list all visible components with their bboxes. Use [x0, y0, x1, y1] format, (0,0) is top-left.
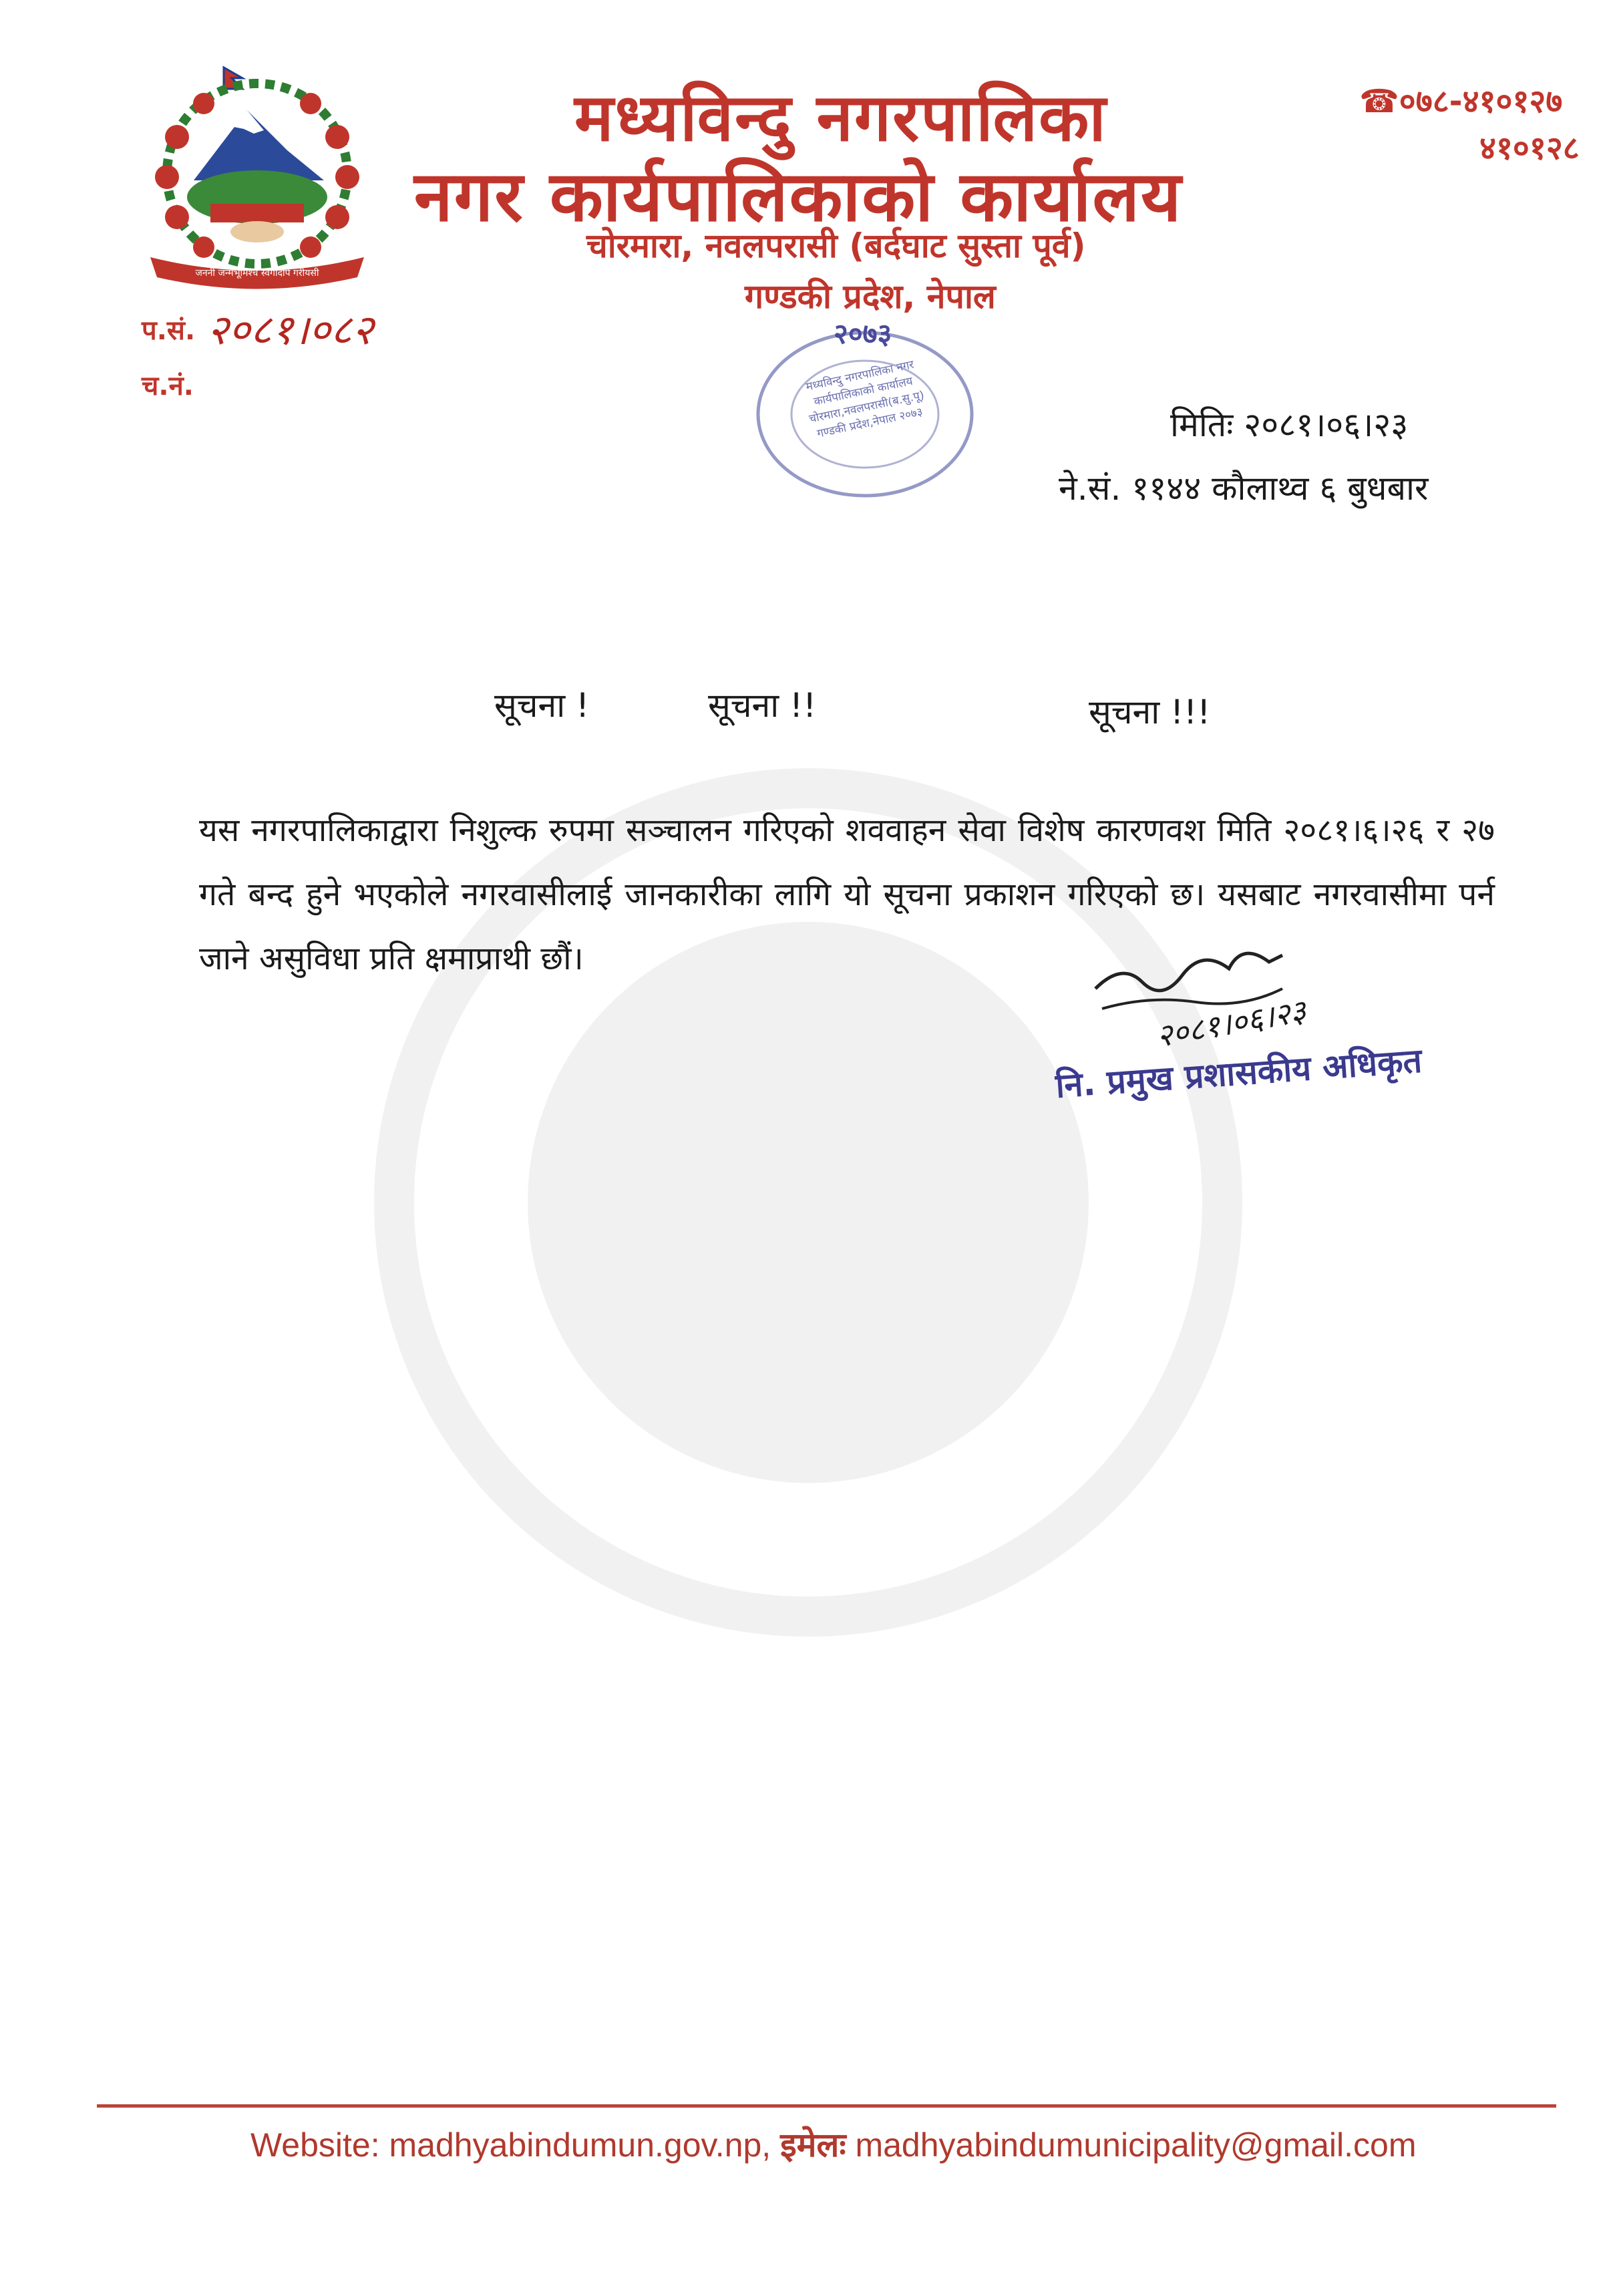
province-country: गण्डकी प्रदेश, नेपाल: [745, 277, 996, 316]
office-round-stamp: [748, 317, 982, 501]
email-label: इमेलः: [780, 2126, 846, 2164]
notice-heading-2: सूचना !!: [708, 686, 817, 725]
signature-date: २०८१।०६।२३: [1153, 992, 1309, 1055]
office-name: नगर कार्यपालिकाको कार्यालय: [414, 156, 1183, 237]
phone-number-1: ☎०७८-४१०१२७: [1359, 83, 1563, 120]
municipality-name: मध्यविन्दु नगरपालिका: [574, 80, 1107, 156]
office-address: चोरमारा, नवलपरासी (बर्दघाट सुस्ता पूर्व): [586, 226, 1086, 265]
notice-heading-1: सूचना !: [494, 686, 590, 725]
stamp-text: मध्यविन्दु नगरपालिका नगर कार्यपालिकाको कार्यालय चोरमारा,नवलपरासी(ब.सु.पू) गण्डकी प्रदेश,नेपाल २०७३: [804, 357, 926, 441]
notice-heading-3: सूचना !!!: [1089, 693, 1211, 731]
nepal-sambat-date: ने.सं. ११४४ कौलाथ्व ६ बुधबार: [1059, 469, 1429, 508]
website-link[interactable]: madhyabindumun.gov.np,: [389, 2126, 771, 2164]
patra-sankhya-value: २०८१।०८२: [207, 305, 374, 354]
signatory-title: नि. प्रमुख प्रशासकीय अधिकृत: [1054, 1041, 1423, 1106]
footer-divider: [97, 2104, 1556, 2108]
nepal-emblem-logo: [130, 63, 384, 291]
patra-sankhya-label: प.सं.: [142, 315, 196, 346]
email-link[interactable]: madhyabindumunicipality@gmail.com: [855, 2126, 1417, 2164]
notice-body: यस नगरपालिकाद्वारा निशुल्क रुपमा सञ्चालन गरिएको शववाहन सेवा विशेष कारणवश मिति २०८१।६।२६ र २७ गते बन्द हुने भएकोले नगरवासीलाई जानकारीका लागि यो सूचना प्रकाशन गरिएको छ। यसबाट नगरवासीमा पर्न जाने असुविधा प्रति क्षमाप्राथी छौं।: [199, 812, 1495, 977]
letter-date: मितिः २०८१।०६।२३: [1170, 405, 1409, 444]
emblem-motto: जननी जन्मभूमिश्च स्वर्गादपि गरीयसी: [195, 268, 319, 279]
phone-number-2: ४१०१२८: [1479, 130, 1580, 167]
chalani-label: च.नं.: [142, 371, 194, 401]
website-label: Website:: [250, 2126, 380, 2164]
stamp-year: २०७३: [834, 317, 892, 350]
footer-contact: [250, 2121, 1416, 2166]
